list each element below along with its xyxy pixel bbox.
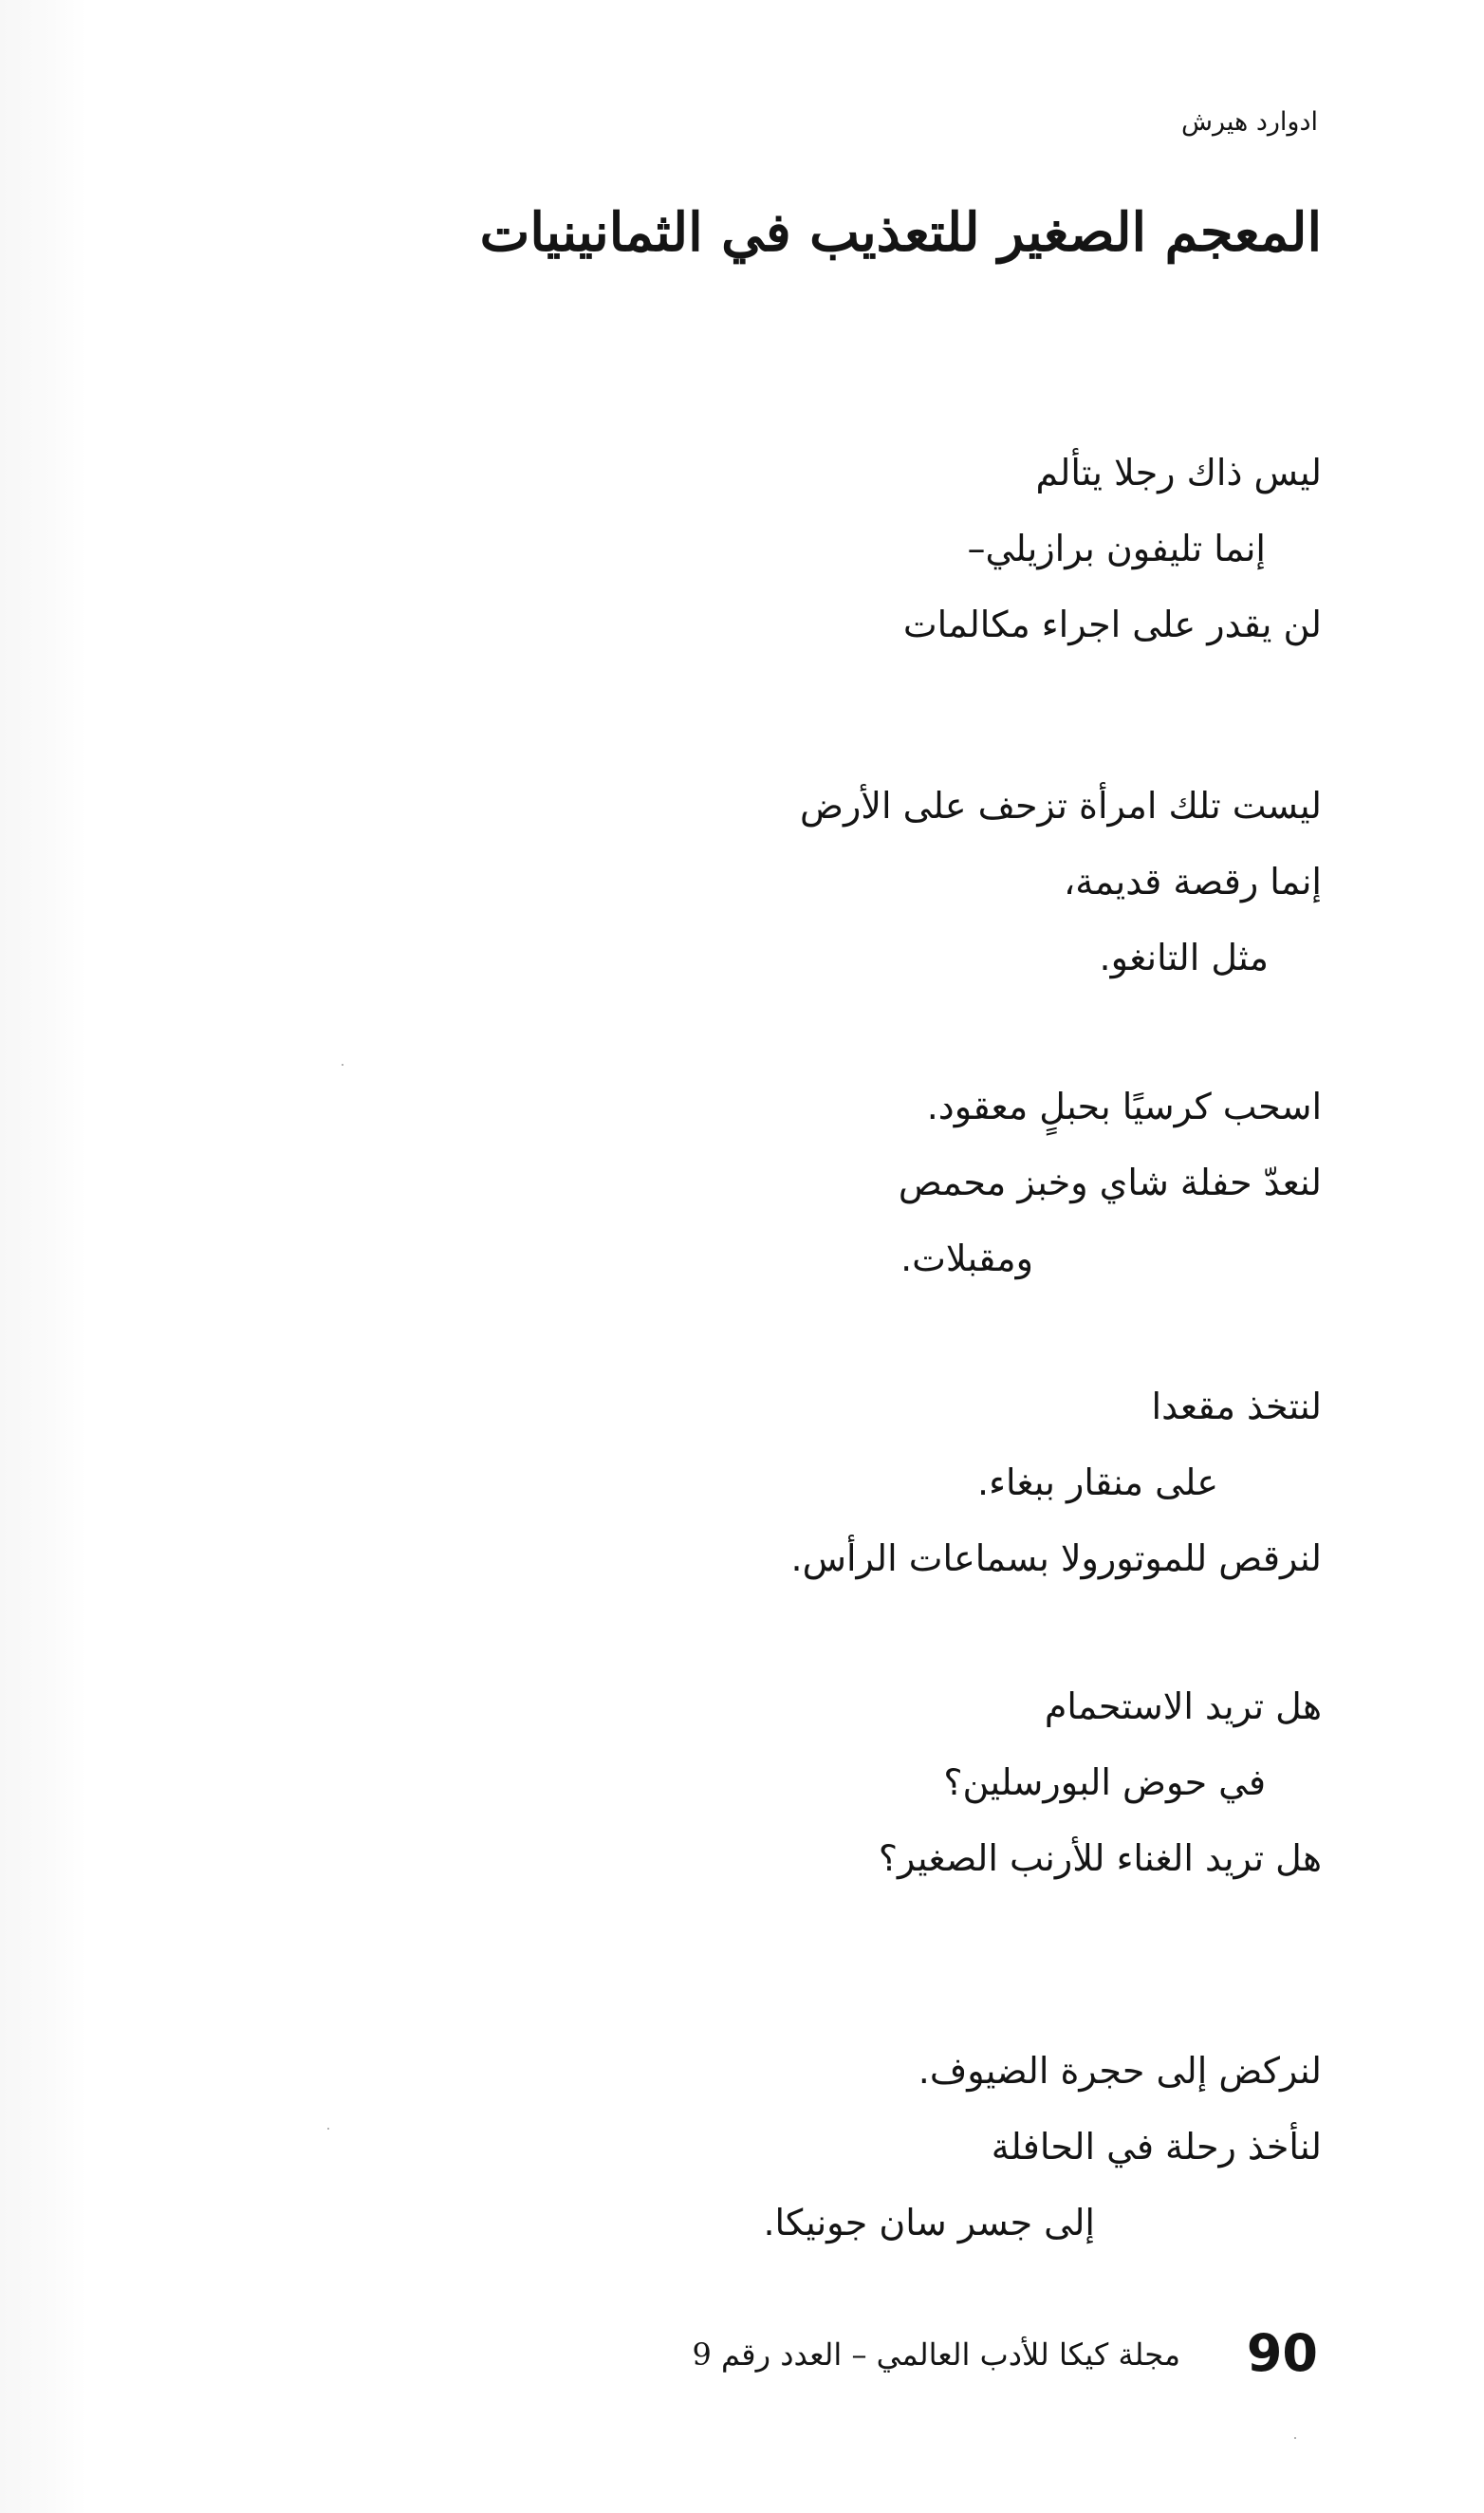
poem-line: لنرقص للموتورولا بسماعات الرأس. <box>790 1537 1322 1579</box>
poem-line: إلى جسر سان جونيكا. <box>763 2202 1095 2243</box>
poem-line: لنركض إلى حجرة الضيوف. <box>918 2050 1322 2092</box>
poem-line: مثل التانغو. <box>1099 937 1269 978</box>
journal-footer: مجلة كيكا للأدب العالمي – العدد رقم 9 <box>692 2336 1180 2373</box>
poem-line: لنعدّ حفلة شاي وخبز محمص <box>898 1162 1322 1203</box>
scan-speck <box>342 1064 343 1066</box>
page-spine-shadow <box>0 0 87 2513</box>
poem-line: إنما رقصة قديمة، <box>1064 861 1322 903</box>
poem-line: ليست تلك امرأة تزحف على الأرض <box>800 785 1322 827</box>
page-number: 90 <box>1246 2323 1318 2383</box>
poem-line: في حوض البورسلين؟ <box>943 1761 1266 1803</box>
author-name: ادوارد هيرش <box>1181 107 1318 137</box>
poem-line: هل تريد الاستحمام <box>1044 1685 1322 1727</box>
scan-speck <box>1294 2437 1296 2439</box>
poem-line: ومقبلات. <box>900 1238 1033 1279</box>
poem-line: لن يقدر على اجراء مكالمات <box>902 604 1322 645</box>
poem-line: هل تريد الغناء للأرنب الصغير؟ <box>878 1837 1322 1879</box>
poem-title: المعجم الصغير للتعذيب في الثمانينيات <box>479 201 1322 264</box>
poem-line: ليس ذاك رجلا يتألم <box>1035 452 1322 493</box>
poem-line: لنأخذ رحلة في الحافلة <box>991 2126 1322 2168</box>
poem-line: إنما تليفون برازيلي– <box>967 528 1266 569</box>
poem-line: على منقار ببغاء. <box>977 1461 1218 1503</box>
poem-line: لنتخذ مقعدا <box>1151 1386 1322 1427</box>
scan-speck <box>327 2128 329 2130</box>
poem-line: اسحب كرسيًا بحبلٍ معقود. <box>926 1086 1322 1127</box>
